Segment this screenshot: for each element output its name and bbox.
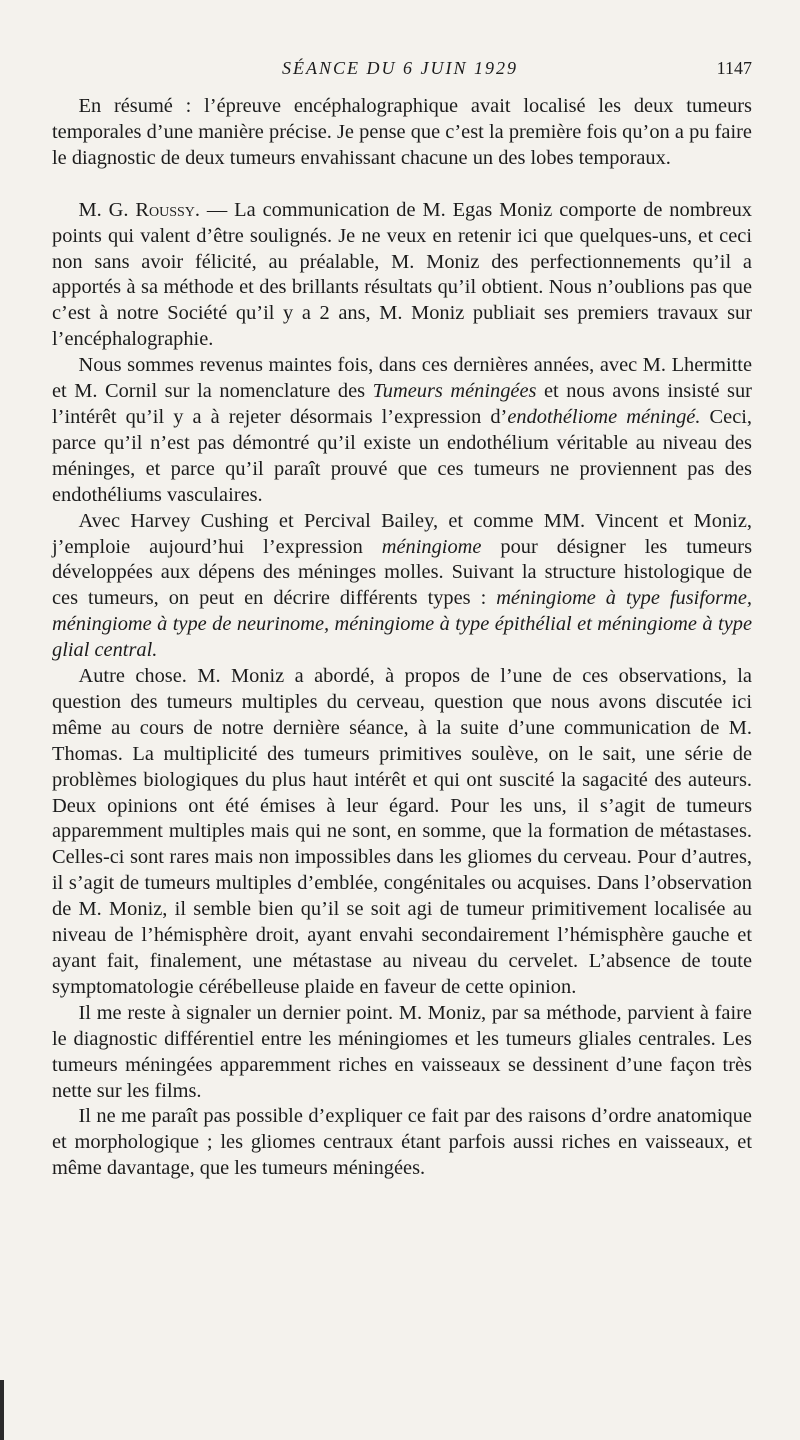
paragraph-explanation: Il ne me paraît pas possible d’expliquer ce fait par des raisons d’ordre anatomique et morphologique ; les gliomes centraux étant parfois aussi riches en vaisseaux, et même davantage, que les tumeurs méningées.: [52, 1105, 752, 1180]
page-header: [0, 58, 800, 84]
text-run: Ceci, parce qu’il n’est pas démontré qu’il existe un endothélium véritable au niveau des méninges, et parce qu’il paraît prouvé que ces tumeurs ne proviennent pas des endothéliums vasculaires.: [52, 405, 753, 506]
body-text: [52, 94, 752, 1182]
paragraph-roussy: [52, 198, 752, 353]
paragraph-nomenclature: [52, 353, 752, 508]
paragraph-meningiome: [52, 509, 752, 664]
running-head: SÉANCE DU 6 JUIN 1929: [282, 58, 518, 78]
page-number: 1147: [716, 58, 752, 78]
italic-term: Tumeurs méningées: [372, 380, 537, 403]
paragraph-multiple-tumors: Autre chose. M. Moniz a abordé, à propos de l’une de ces observations, la question des tumeurs multiples du cerveau, question que nous avons discutée ici même au cours de notre dernière séance, à la suite d’une communication de M. Thomas. La multiplicité des tumeurs primitives soulève, on le sait, une série de problèmes biologiques du plus haut intérêt et qui ont suscité la sagacité des auteurs. Deux opinions ont été émises à leur égard. Pour les uns, il s’agit de tumeurs apparemment multiples mais qui ne sont, en somme, que la formation de métastases. Celles-ci sont rares mais non impossibles dans les gliomes du cerveau. Pour d’autres, il s’agit de tumeurs multiples d’emblée, congénitales ou acquises. Dans l’observation de M. Moniz, il semble bien qu’il se soit agi de tumeur primitivement localisée au niveau de l’hémisphère droit, ayant envahi secondairement l’hémisphère gauche et ayant fait, finalement, une métastase au niveau du cervelet. L’absence de toute symptomatologie cérébelleuse plaide en faveur de cette opinion.: [52, 665, 752, 998]
paragraph-roussy-text: — La communication de M. Egas Moniz comporte de nombreux points qui valent d’être soulignés. Je ne veux en retenir ici que quelques-uns, et ceci non sans avoir félicité, au préalable, M. Moniz des perfectionnements qu’il a apportés à sa méthode et des brillants résultats qu’il obtient. Nous n’oublions pas que c’est à notre Société qu’il y a 2 ans, M. Moniz publiait ses premiers travaux sur l’encéphalographie.: [52, 198, 752, 351]
text-run: Avec Harvey Cushing et Percival Bailey, et comme MM. Vincent et Moniz, j’emploie aujourd’hui l’expression: [52, 509, 752, 558]
italic-term: endothéliome méningé.: [507, 405, 701, 428]
italic-term: méningiome: [381, 535, 482, 558]
italic-term: méningiome à type fusiforme, méningiome à type de neurinome, méningiome à type épithélial et méningiome à type glial central.: [52, 587, 752, 662]
text-run: pour désigner les tumeurs développées aux dépens des méninges molles. Suivant la structure histologique de ces tumeurs, on peut en décrire différents types :: [52, 535, 752, 610]
binding-edge-shadow: [0, 1380, 4, 1440]
paragraph-diagnostic: Il me reste à signaler un dernier point. M. Moniz, par sa méthode, parvient à faire le diagnostic différentiel entre les méningiomes et les tumeurs gliales centrales. Les tumeurs méningées apparemment riches en vaisseaux se dessinent d’une façon très nette sur les films.: [52, 1001, 752, 1102]
speaker-name: M. G. Roussy.: [78, 198, 200, 221]
text-run: Nous sommes revenus maintes fois, dans ces dernières années, avec M. Lhermitte et M. Cornil sur la nomenclature des: [52, 354, 752, 403]
paragraph-summary: En résumé : l’épreuve encéphalographique avait localisé les deux tumeurs temporales d’une manière précise. Je pense que c’est la première fois qu’on a pu faire le diagnostic de deux tumeurs envahissant chacune un des lobes temporaux.: [52, 95, 752, 169]
text-run: et nous avons insisté sur l’intérêt qu’il y a à rejeter désormais l’expression d’: [52, 380, 752, 428]
